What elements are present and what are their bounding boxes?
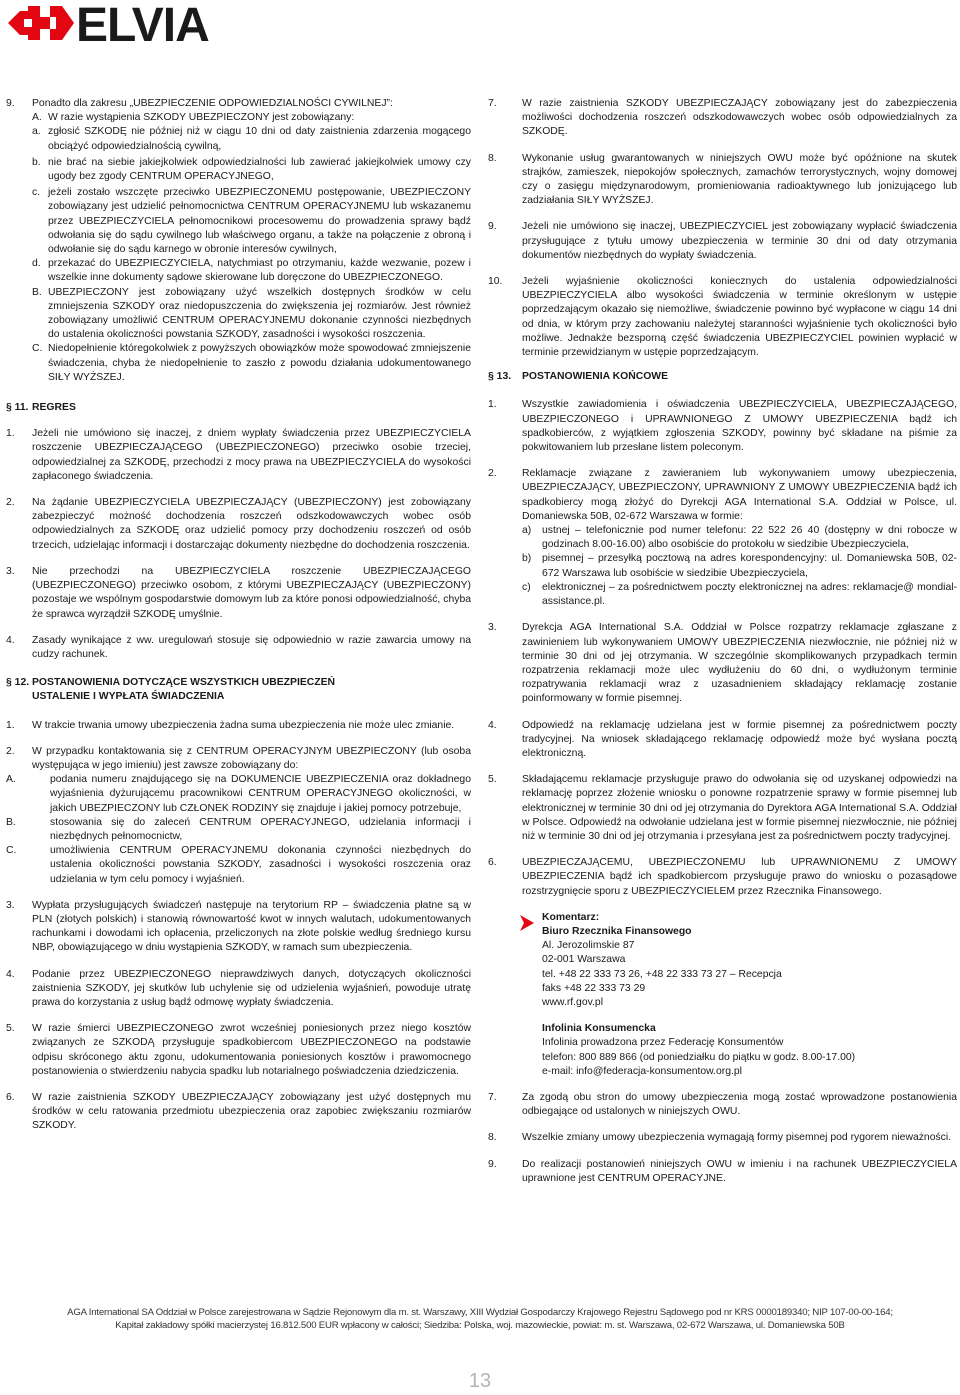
section-title: REGRES: [32, 402, 76, 414]
item-text: Reklamacje związane z zawieraniem lub wykonywaniem umowy ubezpieczenia, UBEZPIECZAJĄCY, UBEZPIECZONY, UPRAWNIONY Z UMOWY UBEZPIECZENIA bądź ich spadkobiercy mogą złożyć do Dyrekcji AGA International S.A. Oddział w Polsce, ul. Domaniewska 50B, 02-672 Warszawa w formie:: [522, 468, 957, 522]
comment-label: Komentarz:: [542, 911, 600, 923]
address-line: Al. Jerozolimskie 87: [542, 940, 635, 952]
item-text: Wykonanie usług gwarantowanych w niniejszych OWU może być opóźnione na skutek strajków, zamieszek, niepokojów społecznych, zamachów terrorystycznych, wojny domowej czy o zasięgu międzynarodowym, promieniowania radioaktywnego lub jonizującego lub zadziałania SIŁY WYŻSZEJ.: [522, 152, 957, 207]
item-number: 7.: [488, 1091, 497, 1103]
s12-item-7: [488, 97, 957, 140]
sub-letter: C.: [32, 343, 43, 355]
item-text: Wypłata przysługujących świadczeń następuje na terytorium RP – świadczenia płatne są w PLN (złotych polskich) i stanowią równowartość kwot w innych walutach, udokumentowanych rachunkami i dowodami ich opłacenia, przeliczonych na złote polskie według średniego kursu NBP, obowiązującego w dniu wystąpienia SZKODY, w ramach sum ubezpieczenia.: [32, 899, 471, 954]
sub-letter: b): [522, 553, 532, 565]
item-text: Nie przechodzi na UBEZPIECZYCIELA roszczenie UBEZPIECZAJĄCEGO (UBEZPIECZONEGO) przeciwko osobom, z którymi UBEZPIECZAJĄCY (UBEZPIECZONY) pozostaje we wspólnym gospodarstwie domowym lub za które ponosi odpowiedzialność, chyba że sprawca wyrządził SZKODĘ umyślnie.: [32, 565, 471, 620]
sub-text: umożliwienia CENTRUM OPERACYJNEMU dokonania czynności niezbędnych do ustalenia okoliczności powstania SZKODY, zasadności i wysokości roszczenia oraz udzielania w tym celu pomocy i wyjaśnień.: [50, 845, 471, 885]
item-number: 1.: [6, 428, 15, 440]
item-text: UBEZPIECZAJĄCEMU, UBEZPIECZONEMU lub UPRAWNIONEMU Z UMOWY UBEZPIECZENIA bądź ich spadkobiercom przysługuje prawo do wniosku o pozasądowe rozstrzygnięcie sporu z UBEZPIECZYCIELEM przez Rzecznika Finansowego.: [522, 857, 957, 897]
sub-letter: C.: [6, 845, 17, 857]
s13-item-8: [488, 1131, 957, 1145]
item-text: Za zgodą obu stron do umowy ubezpieczenia mogą zostać wprowadzone postanowienia odbiegające od ustalonych w niniejszych OWU.: [522, 1091, 957, 1118]
s12-item-1: [6, 719, 471, 733]
item-text: W razie śmierci UBEZPIECZONEGO zwrot wcześniej poniesionych przez niego kosztów związanych ze SZKODĄ przysługuje spadkobiercom UBEZPIECZONEGO na podstawie odpisu skróconego aktu zgonu, udokumentowania poniesionych kosztów i prawomocnego postanowienia o stwierdzeniu nabycia spadku lub notarialnego poświadczenia dziedziczenia.: [32, 1023, 471, 1077]
item-number: 5.: [488, 774, 497, 786]
item-number: 9.: [6, 98, 15, 109]
item-number: 4.: [6, 634, 15, 646]
s12-item-10: [488, 275, 957, 360]
sub-letter: d.: [32, 258, 41, 270]
item-text: Na żądanie UBEZPIECZYCIELA UBEZPIECZAJĄCY (UBEZPIECZONY) jest zobowiązany zabezpieczyć możność dochodzenia roszczeń odszkodowawczych wobec osób odpowiedzialnych za SZKODĘ oraz udzielić pomocy przy dochodzeniu roszczeń od osób trzecich, udzielając informacji i dostarczając dokumenty niezbędne do dochodzenia roszczenia.: [32, 497, 471, 551]
website-link[interactable]: www.rf.gov.pl: [542, 996, 604, 1008]
section-subtitle: USTALENIE I WYPŁATA ŚWIADCZENIA: [32, 691, 225, 703]
item-number: 1.: [488, 399, 497, 411]
item-text: Jeżeli nie umówiono się inaczej, z dniem wypłaty świadczenia przez UBEZPIECZYCIELA roszczenie UBEZPIECZAJĄCEGO (UBEZPIECZONEGO) przeciwko osobie trzeciej, odpowiedzialnej za SZKODĘ, przechodzi z mocy prawa na UBEZPIECZYCIELA do wysokości zapłaconego świadczenia.: [32, 428, 471, 482]
item-number: 4.: [6, 968, 15, 980]
arrow-right-icon: [520, 915, 534, 931]
section-13-heading: [488, 370, 957, 384]
sub-letter: A.: [6, 774, 16, 786]
sub-text: elektronicznej – za pośrednictwem poczty elektronicznej na adres: reklamacje@ mondial-assistance.pl.: [542, 581, 957, 608]
footer-line: Kapitał zakładowy spółki macierzystej 16.812.500 EUR wpłacony w całości; Siedziba: Polska, woj. mazowieckie, powiat: m. st. Warszawa, 02-672 Warszawa, ul. Domaniewska 50B: [115, 1320, 845, 1331]
item-number: 3.: [6, 565, 15, 577]
sub-text: stosowania się do zaleceń CENTRUM OPERACYJNEGO, udzielania informacji i niezbędnych pełnomocnictw,: [50, 816, 471, 842]
s13-item-9: [488, 1158, 957, 1186]
item-text: W przypadku kontaktowania się z CENTRUM OPERACYJNYM UBEZPIECZONY (lub osoba występująca w jego imieniu) jest zawsze zobowiązany do:: [32, 745, 471, 771]
s13-item-6: [488, 856, 957, 899]
s12-item-5: [6, 1022, 471, 1079]
section-title: POSTANOWIENIA DOTYCZĄCE WSZYSTKICH UBEZPIECZEŃ: [32, 677, 336, 689]
comment-org: Biuro Rzecznika Finansowego: [542, 925, 692, 937]
sub-text: zgłosić SZKODĘ nie później niż w ciągu 10 dni od daty zaistnienia zdarzenia mogącego obciążyć odpowiedzialnością cywilną,: [48, 126, 471, 152]
item-text: Do realizacji postanowień niniejszych OWU w imieniu i na rachunek UBEZPIECZYCIELA uprawnione jest CENTRUM OPERACYJNE.: [522, 1158, 957, 1184]
s12-item-9: [488, 220, 957, 263]
section-11-heading: [6, 401, 471, 415]
item-number: 5.: [6, 1023, 15, 1035]
sub-letter: a.: [32, 126, 41, 138]
item-number: 6.: [488, 857, 497, 869]
sub-text: przekazać do UBEZPIECZYCIELA, natychmiast po otrzymaniu, każde wezwanie, pozew i wszelkie inne dokumenty sądowe skierowane lub doręczone do UBEZPIECZONEGO.: [48, 258, 471, 284]
s11-item-3: [6, 565, 471, 622]
item-text: Jeżeli wyjaśnienie okoliczności koniecznych do ustalenia odpowiedzialności UBEZPIECZYCIELA albo wysokości świadczenia w terminie określonym w ustępie poprzedzającym okazało się niemożliwe, świadczenie powinno być wypłacone w ciągu 14 dni od dnia, w którym przy zachowaniu należytej staranności wyjaśnienie tych okoliczności było możliwe. Jednakże bezsporną część świadczenia UBEZPIECZYCIEL powinien wypłacić w terminie przewidzianym w ustępie poprzedzającym.: [522, 276, 957, 359]
phone-line: tel. +48 22 333 73 26, +48 22 333 73 27 – Recepcja: [542, 968, 782, 980]
item-text: Odpowiedź na reklamację udzielana jest w formie pisemnej za pośrednictwem poczty tradycyjnej. Na wniosek składającego reklamację odpowiedź może być wysłana pocztą elektroniczną.: [522, 719, 957, 759]
s13-item-7: [488, 1091, 957, 1119]
right-column: [488, 97, 957, 1186]
item-text: Jeżeli nie umówiono się inaczej, UBEZPIECZYCIEL jest zobowiązany wypłacić świadczenia przysługujące z tytułu umowy ubezpieczenia w terminie 30 dni od daty otrzymania dokumentów niezbędnych do wypłaty świadczenia.: [522, 221, 957, 261]
sub-letter: A.: [32, 112, 42, 124]
comment-org-2: Infolinia Konsumencka: [542, 1023, 656, 1035]
fax-line: faks +48 22 333 73 29: [542, 982, 646, 994]
item-text: W trakcie trwania umowy ubezpieczenia żadna suma ubezpieczenia nie może ulec zmianie.: [32, 719, 455, 731]
s11-item-4: [6, 634, 471, 662]
item-number: 8.: [488, 1132, 497, 1144]
sub-letter: B.: [6, 816, 16, 828]
s12-item-8: [488, 152, 957, 209]
s12-item-4: [6, 968, 471, 1011]
item-text: Dyrekcja AGA International S.A. Oddział w Polsce rozpatrzy reklamacje zgłaszane z zawinieniem lub wykonywaniem UMOWY UBEZPIECZENIA niezwłocznie, nie później niż w terminie 30 dni od jej otrzymania. W szczególnie skomplikowanych przypadkach termin rozpatrzenia reklamacji może ulec wydłużeniu do 60 dni, o wydłużonym terminie rozpatrywania reklamacji wraz z uzasadnieniem składający reklamację zostanie poinformowany w formie pisemnej.: [522, 622, 957, 705]
s13-item-5: [488, 773, 957, 844]
legal-footer: [0, 1306, 960, 1332]
item-text: Wszystkie zawiadomienia i oświadczenia UBEZPIECZYCIELA, UBEZPIECZAJĄCEGO, UBEZPIECZONEGO i UPRAWNIONEGO Z UMOWY UBEZPIECZENIA bądź ich spadkobierców, z wyjątkiem zgłoszenia SZKODY, powinny być składane na piśmie za pokwitowaniem lub przesłane listem poleconym.: [522, 399, 957, 454]
item-number: 10.: [488, 276, 503, 288]
item-number: 1.: [6, 719, 15, 731]
section-number: § 13.: [488, 371, 512, 383]
info-line: Infolinia prowadzona przez Federację Konsumentów: [542, 1037, 784, 1049]
item-number: 9.: [488, 1158, 497, 1170]
item-number: 7.: [488, 98, 497, 109]
s11-item-2: [6, 496, 471, 553]
section-number: § 12.: [6, 677, 30, 689]
sub-letter: c): [522, 581, 531, 593]
brand-name: ELVIA: [76, 2, 209, 44]
item-number: 3.: [6, 899, 15, 911]
sub-text: jeżeli zostało wszczęte przeciwko UBEZPIECZONEMU postępowanie, UBEZPIECZONY zobowiązany jest udzielić pełnomocnictwa CENTRUM OPERACYJNEMU lub wskazanemu przez UBEZPIECZYCIELA pełnomocnikowi procesowemu do prowadzenia sprawy bądź odwołania się do sądu cywilnego lub właściwego organu, a także na połączenie z obroną i odwołanie się do sądu karnego w obronie interesów cywilnych,: [48, 187, 471, 256]
item-number: 6.: [6, 1091, 15, 1103]
item-text: Zasady wynikające z ww. uregulowań stosuje się odpowiednio w razie zawarcia umowy na cudzy rachunek.: [32, 634, 471, 660]
item-text: W razie zaistnienia SZKODY UBEZPIECZAJĄCY zobowiązany jest użyć dostępnych mu środków w celu ratowania przedmiotu ubezpieczenia oraz zapobiec zwiększaniu rozmiarów SZKODY.: [32, 1091, 471, 1132]
s13-item-2: [488, 467, 957, 609]
para-9: [6, 97, 471, 385]
item-number: 4.: [488, 719, 497, 731]
sub-text: pisemnej – przesyłką pocztową na adres korespondencyjny: ul. Domaniewska 50B, 02-672 Warszawa lub osobiście w siedzibie Ubezpieczyciela,: [542, 553, 957, 579]
item-number: 2.: [6, 497, 15, 509]
section-title: POSTANOWIENIA KOŃCOWE: [522, 371, 669, 383]
item-number: 2.: [488, 468, 497, 480]
item-text: Podanie przez UBEZPIECZONEGO nieprawdziwych danych, dotyczących okoliczności zaistnienia SZKODY, jej skutków lub uchylenie się od udzielenia wyjaśnień, powoduje utratę prawa do korzystania z usług bądź odmowę wypłaty świadczenia.: [32, 968, 471, 1008]
s12-item-6: [6, 1091, 471, 1134]
sub-text: ustnej – telefonicznie pod numer telefonu: 22 522 26 40 (dostępny w dni robocze w godzinach 8.00-16.00) albo osobiście do protokołu w siedzibie Ubezpieczyciela,: [542, 525, 957, 551]
elvia-logo: [6, 2, 264, 44]
item-number: 3.: [488, 622, 497, 634]
s13-item-3: [488, 621, 957, 706]
item-text: Wszelkie zmiany umowy ubezpieczenia wymagają formy pisemnej pod rygorem nieważności.: [522, 1132, 952, 1144]
s12-item-2: [6, 745, 471, 887]
sub-letter: B.: [32, 286, 42, 298]
item-number: 9.: [488, 221, 497, 233]
footer-line: AGA International SA Oddział w Polsce zarejestrowana w Sądzie Rejonowym dla m. st. Warszawy, XIII Wydział Gospodarczy Krajowego Rejestru Sądowego pod nr KRS 0000189340; NIP 107-00-00-164;: [67, 1307, 893, 1318]
item-number: 2.: [6, 745, 15, 757]
s11-item-1: [6, 427, 471, 484]
sub-letter: b.: [32, 156, 41, 168]
left-column: [6, 97, 471, 1134]
s12-item-3: [6, 899, 471, 956]
sub-text: UBEZPIECZONY jest zobowiązany użyć wszelkich dostępnych środków w celu zmniejszenia SZKODY oraz niedopuszczenia do zwiększenia jej rozmiarów. Jest również zobowiązany umożliwić CENTRUM OPERACYJNEMU dokonanie czynności niezbędnych do ustalenia okoliczności powstania SZKODY, zasadności i wysokości roszczenia.: [48, 286, 471, 341]
item-text: Składającemu reklamacje przysługuje prawo do odwołania się od uzyskanej odpowiedzi na reklamację poprzez złożenie wniosku o ponowne rozpatrzenie sprawy w formie pisemnej lub elektronicznej w terminie 30 dni od jej otrzymania do Dyrektora AGA International S.A. Oddział w Polsce. Odpowiedź na odwołanie udzielana jest w formie pisemnej niezwłocznie, nie później niż w terminie 30 dni od jej otrzymania i przesyłana jest za pośrednictwem poczty tradycyjnej.: [522, 774, 957, 842]
sub-letter: c.: [32, 187, 41, 199]
page-number: 13: [468, 1370, 492, 1392]
item-text: Ponadto dla zakresu „UBEZPIECZENIE ODPOWIEDZIALNOŚCI CYWILNEJ”:: [32, 98, 393, 109]
sub-text: nie brać na siebie jakiejkolwiek odpowiedzialności lub zawierać jakiejkolwiek umowy czy ugody bez zgody CENTRUM OPERACYJNEGO,: [48, 156, 471, 183]
email-link[interactable]: e-mail: info@federacja-konsumentow.org.pl: [542, 1065, 742, 1077]
s13-item-4: [488, 719, 957, 762]
phone-line: telefon: 800 889 866 (od poniedziałku do piątku w godz. 8.00-17.00): [542, 1051, 856, 1063]
s13-item-1: [488, 398, 957, 455]
section-number: § 11.: [6, 402, 29, 414]
sub-text: podania numeru znajdującego się na DOKUMENCIE UBEZPIECZENIA oraz dokładnego wyjaśnienia dyżurującemu pracownikowi CENTRUM OPERACYJNEGO okoliczności, w jakich UBEZPIECZONY lub CZŁONEK RODZINY się znajduje i jakiej pomocy potrzebuje,: [50, 774, 471, 814]
sub-text: Niedopełnienie któregokolwiek z powyższych obowiązków może spowodować zmniejszenie świadczenia, chyba że niedopełnienie to zaszło z powodu działania udokumentowanego SIŁY WYŻSZEJ.: [48, 343, 471, 383]
address-line: 02-001 Warszawa: [542, 954, 626, 966]
item-number: 8.: [488, 152, 497, 164]
item-text: W razie zaistnienia SZKODY UBEZPIECZAJĄCY zobowiązany jest do zabezpieczenia możliwości dochodzenia roszczeń odszkodowawczych wobec osób odpowiedzialnych za SZKODĘ.: [522, 98, 957, 138]
section-12-heading: [6, 676, 471, 704]
sub-text: W razie wystąpienia SZKODY UBEZPIECZONY jest zobowiązany:: [48, 112, 355, 124]
comment-box: [516, 911, 957, 1079]
sub-letter: a): [522, 525, 532, 537]
